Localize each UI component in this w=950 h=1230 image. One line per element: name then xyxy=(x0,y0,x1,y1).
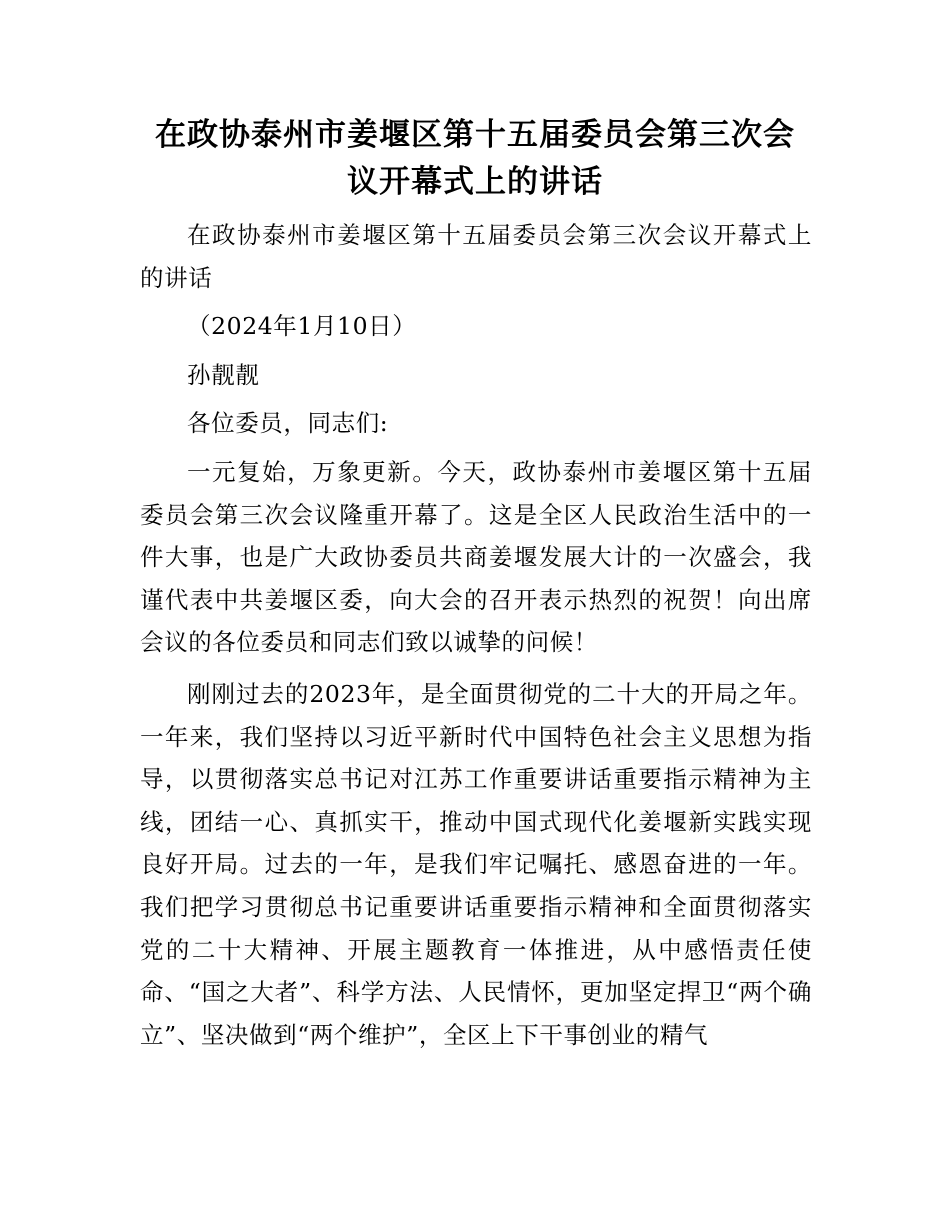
document-body xyxy=(140,214,812,1062)
date-paragraph: （2024年1月10日） xyxy=(187,312,417,341)
salutation-paragraph: 各位委员，同志们: xyxy=(187,409,389,438)
author-paragraph: 孙靓靓 xyxy=(187,360,260,389)
opening-paragraph: 一元复始，万象更新。今天，政协泰州市姜堰区第十五届委员会第三次会议隆重开幕了。这是全区人民政治生活中的一件大事，也是广大政协委员共商姜堰发展大计的一次盛会，我谨代表中共姜堰区委，向大会的召开表示热烈的祝贺！向出席会议的各位委员和同志们致以诚挚的问候！ xyxy=(140,457,812,657)
document-title: 在政协泰州市姜堰区第十五届委员会第三次会议开幕式上的讲话 xyxy=(155,117,795,200)
review-paragraph: 刚刚过去的2023年，是全面贯彻党的二十大的开局之年。一年来，我们坚持以习近平新时代中国特色社会主义思想为指导，以贯彻落实总书记对江苏工作重要讲话重要指示精神为主线，团结一心、真抓实干，推动中国式现代化姜堰新实践实现良好开局。过去的一年，是我们牢记嘱托、感恩奋进的一年。我们把学习贯彻总书记重要讲话重要指示精神和全面贯彻落实党的二十大精神、开展主题教育一体推进，从中感悟责任使命、“国之大者”、科学方法、人民情怀，更加坚定捍卫“两个确立”、坚决做到“两个维护”，全区上下干事创业的精气 xyxy=(140,679,812,1049)
subtitle-paragraph: 在政协泰州市姜堰区第十五届委员会第三次会议开幕式上的讲话 xyxy=(140,221,812,292)
